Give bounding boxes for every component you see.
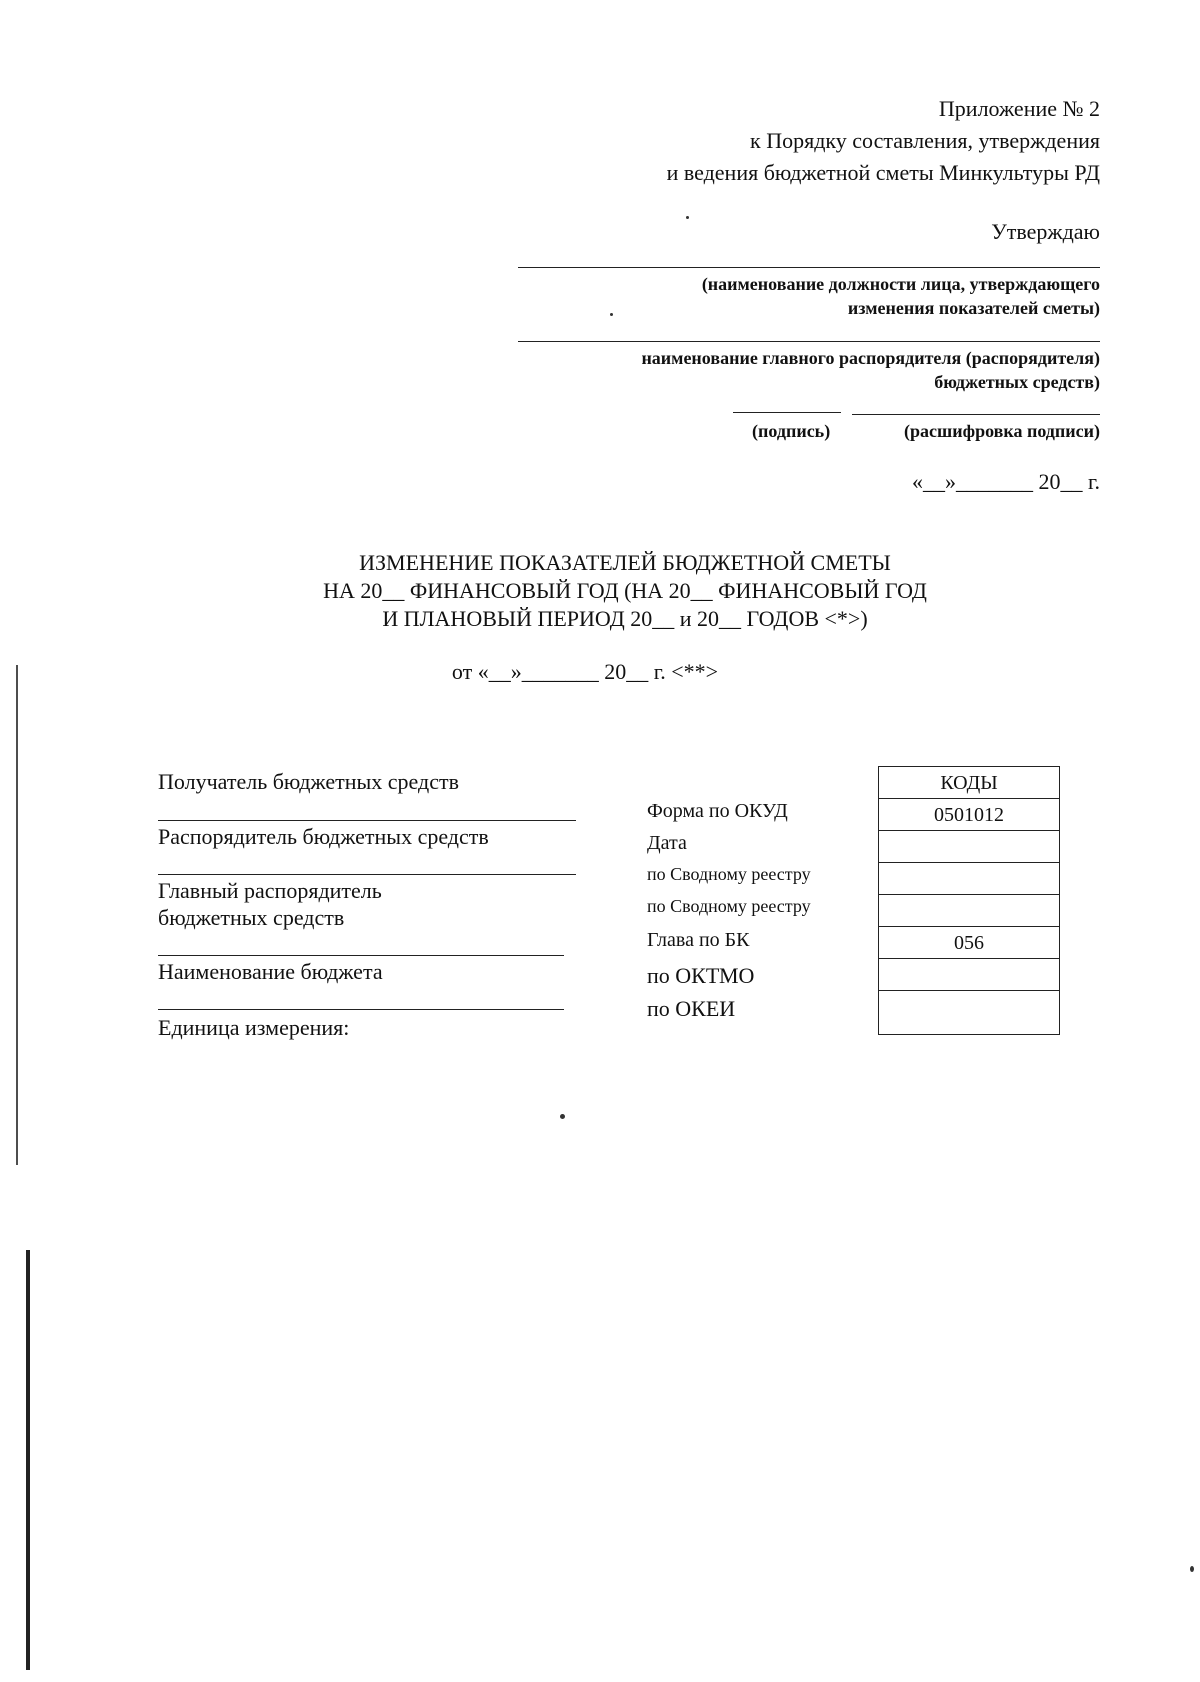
budget-name-label: Наименование бюджета [158, 959, 383, 984]
title-date: от «__»_______ 20__ г. <**> [451, 659, 719, 684]
manager-caption-2: бюджетных средств) [934, 372, 1100, 392]
unit-label: Единица измерения: [158, 1015, 350, 1040]
manager-field-line [158, 874, 576, 875]
position-line [518, 267, 1100, 268]
decode-caption: (расшифровка подписи) [904, 421, 1100, 441]
date-code-cell [879, 831, 1060, 863]
title-line-2: НА 20__ ФИНАНСОВЫЙ ГОД (НА 20__ ФИНАНСОВЫЙ ГОД [323, 578, 927, 603]
manager-caption-1: наименование главного распорядителя (распорядителя) [641, 348, 1100, 368]
main-manager-label-2: бюджетных средств [158, 905, 345, 930]
main-manager-line [158, 955, 564, 956]
chapter-label: Глава по БК [647, 929, 750, 951]
position-caption-2: изменения показателей сметы) [847, 298, 1100, 318]
codes-table [878, 766, 1060, 1035]
scan-speck [686, 216, 689, 219]
registry-label-1: по Сводному реестру [647, 864, 811, 884]
recipient-label: Получатель бюджетных средств [158, 769, 459, 794]
budget-name-line [158, 1009, 564, 1010]
codes-header: КОДЫ [879, 767, 1060, 799]
title-line-1: ИЗМЕНЕНИЕ ПОКАЗАТЕЛЕЙ БЮДЖЕТНОЙ СМЕТЫ [359, 550, 891, 575]
okud-label: Форма по ОКУД [647, 800, 788, 822]
scan-edge-line-lower [26, 1250, 30, 1670]
registry-label-2: по Сводному реестру [647, 896, 811, 916]
approve-label: Утверждаю [991, 219, 1100, 244]
recipient-line [158, 820, 576, 821]
okei-label: по ОКЕИ [647, 996, 736, 1021]
signature-caption: (подпись) [752, 421, 831, 441]
registry-code-cell-2 [879, 895, 1060, 927]
oktmo-label: по ОКТМО [647, 963, 755, 988]
manager-line [518, 341, 1100, 342]
scan-speck [1190, 1566, 1194, 1572]
approval-date: «__»_______ 20__ г. [911, 469, 1100, 494]
date-label: Дата [647, 832, 687, 854]
chapter-code-cell: 056 [879, 927, 1060, 959]
okud-code-cell: 0501012 [879, 799, 1060, 831]
manager-label: Распорядитель бюджетных средств [158, 824, 489, 849]
main-manager-label-1: Главный распорядитель [158, 878, 382, 903]
appendix-line-2: к Порядку составления, утверждения [750, 128, 1100, 153]
title-line-3: И ПЛАНОВЫЙ ПЕРИОД 20__ и 20__ ГОДОВ <*>) [382, 606, 868, 631]
appendix-line-3: и ведения бюджетной сметы Минкультуры РД [666, 160, 1100, 185]
appendix-number: Приложение № 2 [938, 96, 1100, 121]
registry-code-cell-1 [879, 863, 1060, 895]
position-caption-1: (наименование должности лица, утверждающего [701, 274, 1100, 294]
okei-code-cell [879, 991, 1060, 1035]
scan-edge-line-upper [16, 665, 18, 1165]
decode-line [852, 414, 1100, 415]
scan-speck [610, 313, 613, 316]
signature-line [733, 412, 841, 413]
oktmo-code-cell [879, 959, 1060, 991]
scan-speck [560, 1114, 565, 1119]
